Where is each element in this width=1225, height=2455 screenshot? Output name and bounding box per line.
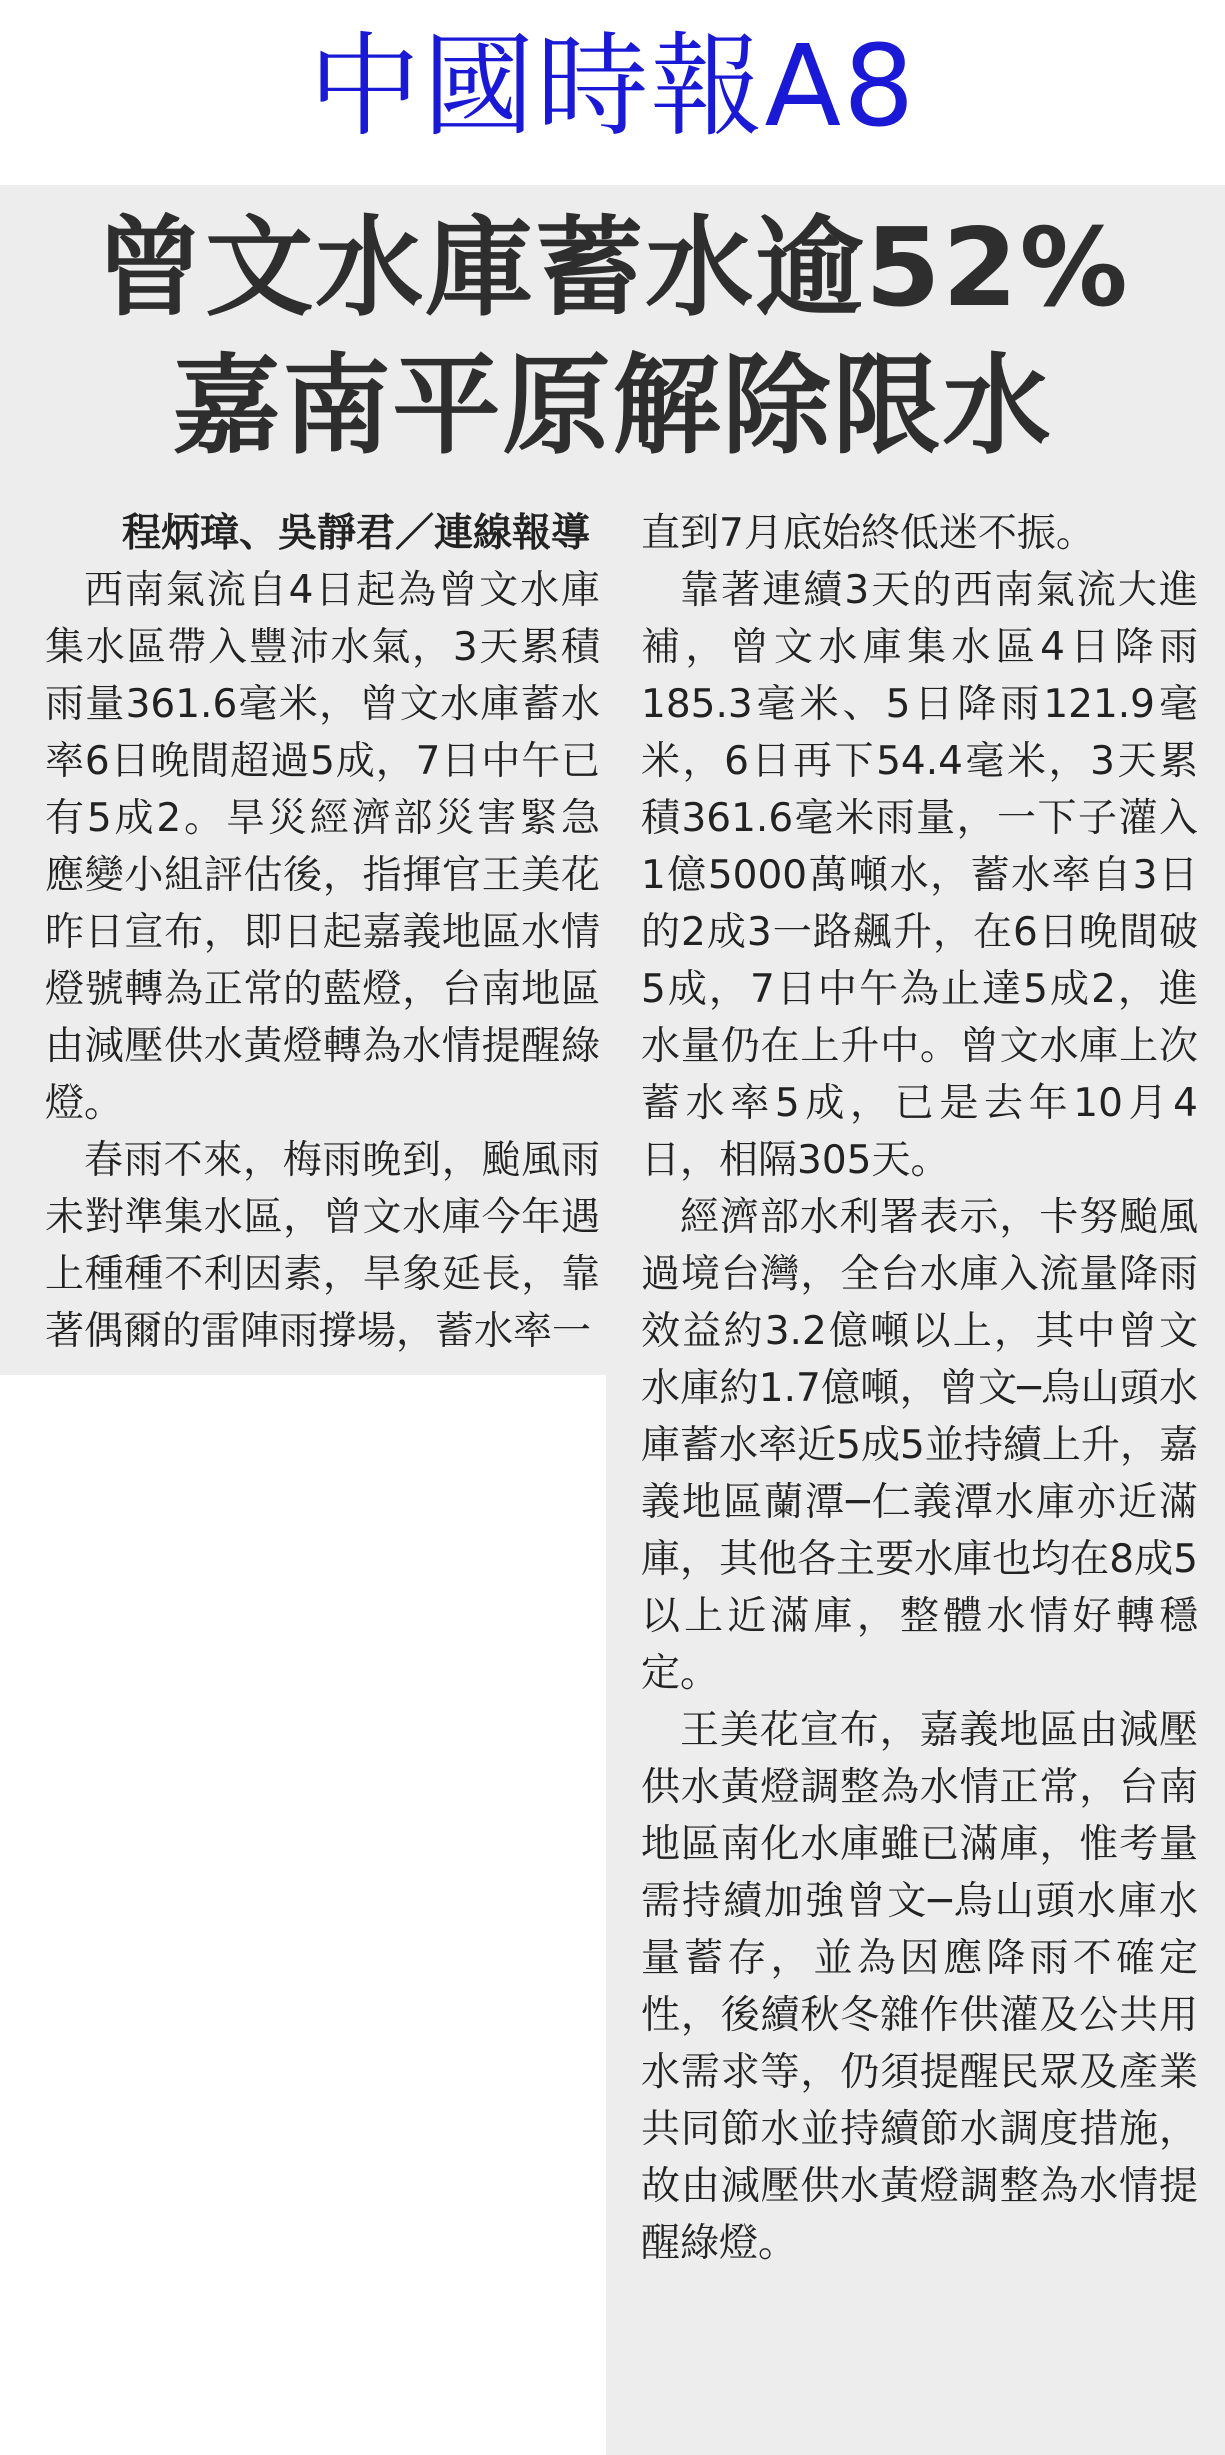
byline: 程炳璋、吳靜君／連線報導 xyxy=(122,511,591,556)
paragraph-3: 靠著連續3天的西南氣流大進補，曾文水庫集水區4日降雨185.3毫米、5日降雨121.9毫米，6日再下54.4毫米，3天累積361.6毫米雨量，一下子灌入1億5000萬噸水，蓄水率自3日的2成3一路飆升，在6日晚間破5成，7日中午為止達5成2，進水量仍在上升中。曾文水庫上次蓄水率5成，已是去年10月4日，相隔305天。 xyxy=(641,568,1198,1183)
paragraph-2: 春雨不來，梅雨晚到，颱風雨未對準集水區，曾文水庫今年遇上種種不利因素，旱象延長，靠著偶爾的雷陣雨撐場，蓄水率一 xyxy=(45,1138,600,1354)
headline-line-2: 嘉南平原解除限水 xyxy=(172,344,1053,469)
paragraph-5: 王美花宣布，嘉義地區由減壓供水黃燈調整為水情正常，台南地區南化水庫雖已滿庫，惟考量需持續加強曾文─烏山頭水庫水量蓄存，並為因應降雨不確定性，後續秋冬雜作供灌及公共用水需求等，仍須提醒民眾及產業共同節水並持續節水調度措施，故由減壓供水黃燈調整為水情提醒綠燈。 xyxy=(641,1708,1198,2266)
headline xyxy=(0,200,1225,476)
headline-line-1: 曾文水庫蓄水逾52% xyxy=(95,206,1130,331)
newspaper-source-label: 中國時報A8 xyxy=(308,22,917,152)
paragraph-1: 西南氣流自4日起為曾文水庫集水區帶入豐沛水氣，3天累積雨量361.6毫米，曾文水庫蓄水率6日晚間超過5成，7日中午已有5成2。旱災經濟部災害緊急應變小組評估後，指揮官王美花昨日宣布，即日起嘉義地區水情燈號轉為正常的藍燈，台南地區由減壓供水黃燈轉為水情提醒綠燈。 xyxy=(45,568,600,1126)
paragraph-2-continued: 直到7月底始終低迷不振。 xyxy=(641,511,1095,556)
article-column-left xyxy=(45,505,600,1360)
paragraph-4: 經濟部水利署表示，卡努颱風過境台灣，全台水庫入流量降雨效益約3.2億噸以上，其中曾文水庫約1.7億噸，曾文─烏山頭水庫蓄水率近5成5並持續上升，嘉義地區蘭潭─仁義潭水庫亦近滿庫，其他各主要水庫也均在8成5以上近滿庫，整體水情好轉穩定。 xyxy=(641,1195,1198,1696)
article-column-right xyxy=(641,505,1198,2272)
